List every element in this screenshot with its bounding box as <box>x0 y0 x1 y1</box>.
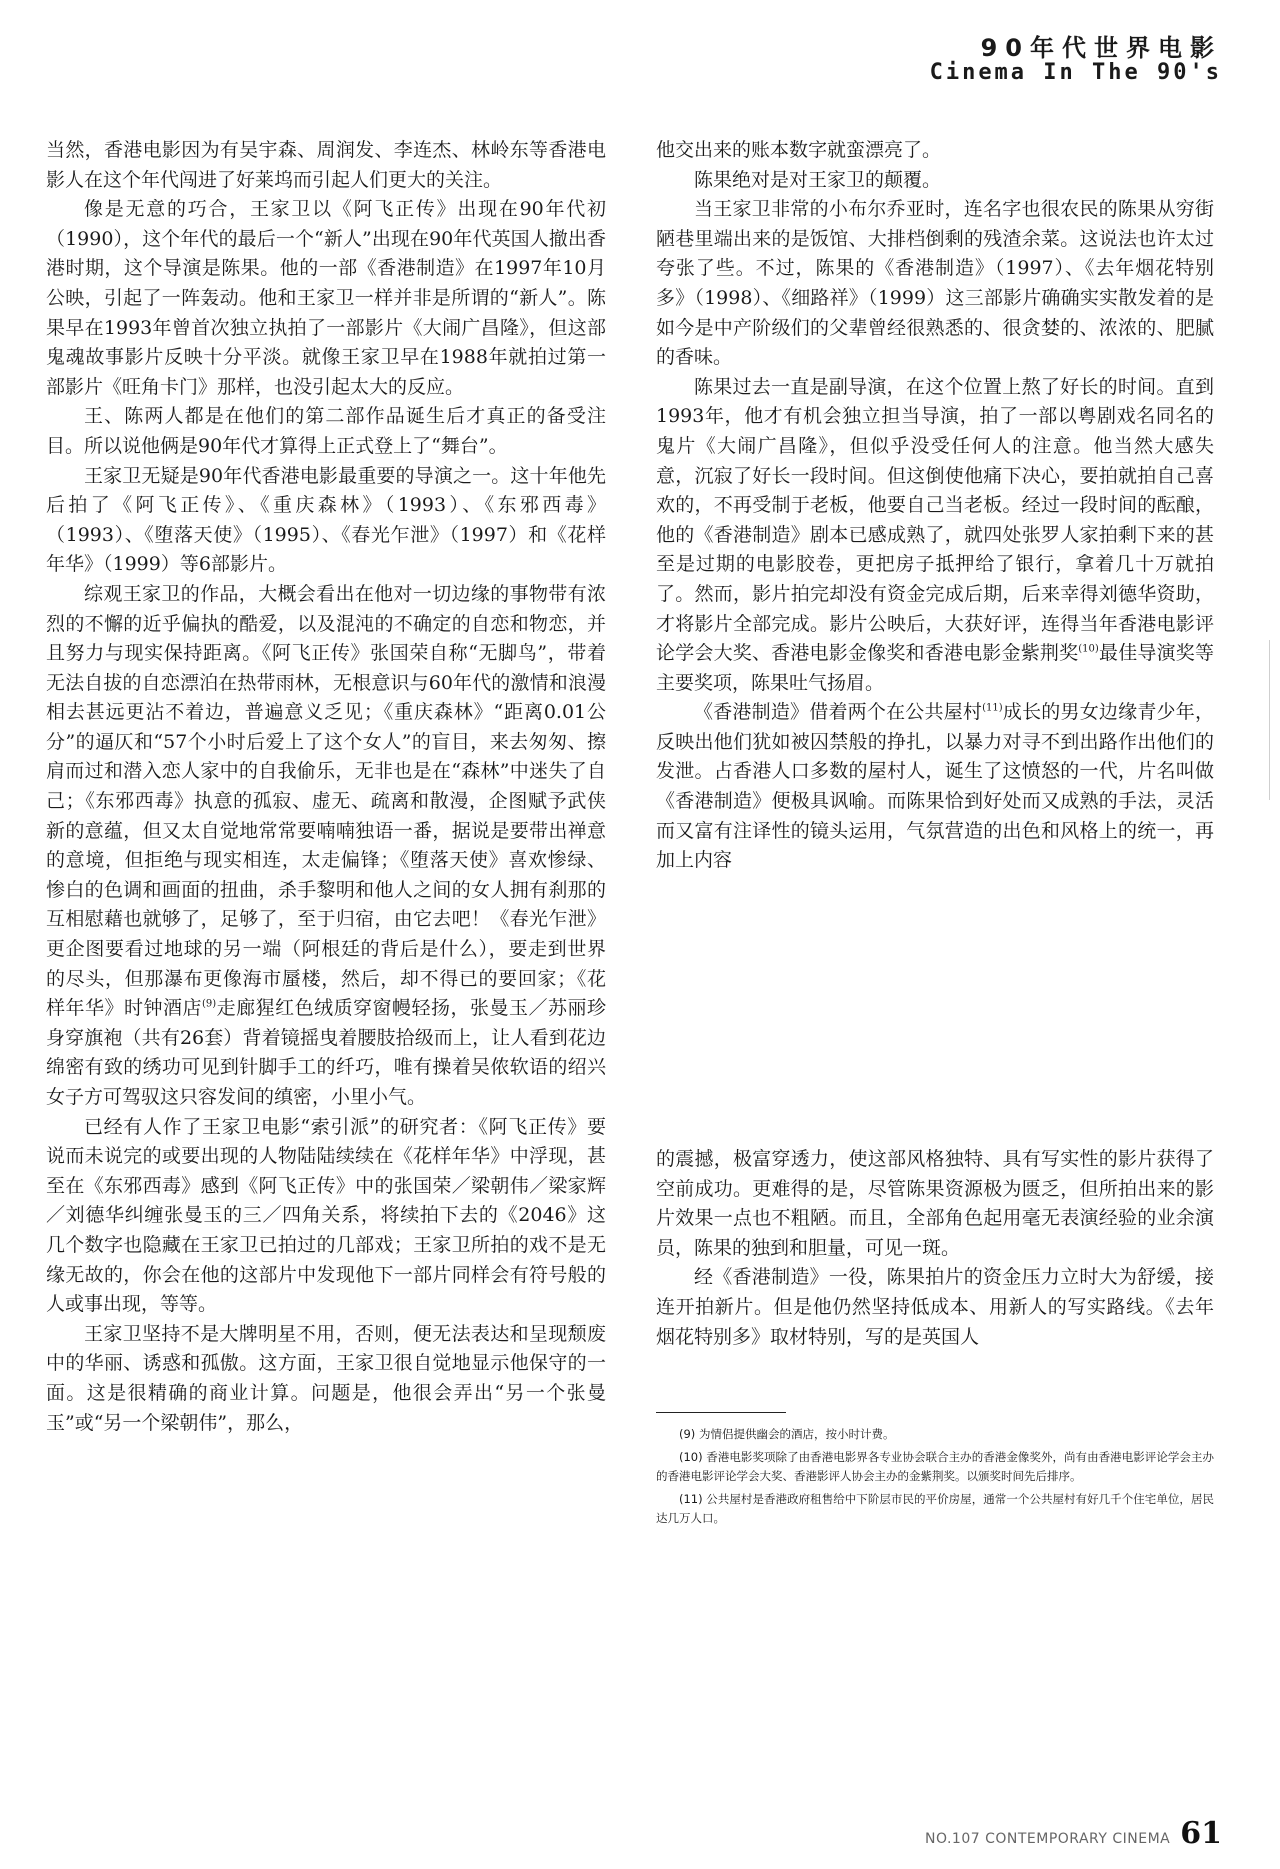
page-footer <box>925 1816 1222 1851</box>
paragraph-text: 陈果过去一直是副导演，在这个位置上熬了好长的时间。直到1993年，他才有机会独立担当导演，拍了一部以粤剧戏名同名的鬼片《大闹广昌隆》，但似乎没受任何人的注意。他当然大感失意，沉寂了好长一段时间。但这倒使他痛下决心，要拍就拍自己喜欢的，不再受制于老板，他要自己当老板。经过一段时间的酝酿，他的《香港制造》剧本已感成熟了，就四处张罗人家拍剩下来的甚至是过期的电影胶卷，更把房子抵押给了银行，拿着几十万就拍了。然而，影片拍完却没有资金完成后期，后来幸得刘德华资助，才将影片全部完成。影片公映后，大获好评，连得当年香港电影评论学会大奖、香港电影金像奖和香港电影金紫荆奖 <box>656 375 1214 665</box>
footnote: (10) 香港电影奖项除了由香港电影界各专业协会联合主办的香港金像奖外，尚有由香港电影评论学会主办的香港电影评论学会大奖、香港影评人协会主办的金紫荆奖。以颁奖时间先后排序。 <box>656 1450 1214 1483</box>
paragraph: 经《香港制造》一役，陈果拍片的资金压力立时大为舒缓，接连开拍新片。但是他仍然坚持低成本、用新人的写实路线。《去年烟花特别多》取材特别，写的是英国人 <box>656 1266 1214 1348</box>
paragraph: 像是无意的巧合，王家卫以《阿飞正传》出现在90年代初（1990），这个年代的最后一个“新人”出现在90年代英国人撤出香港时期，这个导演是陈果。他的一部《香港制造》在1997年10月公映，引起了一阵轰动。他和王家卫一样并非是所谓的“新人”。陈果早在1993年曾首次独立执拍了一部影片《大闹广昌隆》，但这部鬼魂故事影片反映十分平淡。就像王家卫早在1988年就拍过第一部影片《旺角卡门》那样，也没引起太大的反应。 <box>46 198 606 398</box>
running-header <box>930 36 1222 84</box>
paragraph: 的震撼，极富穿透力，使这部风格独特、具有写实性的影片获得了空前成功。更难得的是，尽管陈果资源极为匮乏，但所拍出来的影片效果一点也不粗陋。而且，全部角色起用毫无表演经验的业余演员，陈果的独到和胆量，可见一斑。 <box>656 1148 1214 1259</box>
header-title-cn: 90年代世界电影 <box>980 34 1222 62</box>
footnote: (9) 为情侣提供幽会的酒店，按小时计费。 <box>679 1427 895 1441</box>
footnote-rule <box>656 1412 786 1413</box>
paragraph-text: 最佳导演奖等主要奖项，陈果吐气扬眉。 <box>656 642 1214 694</box>
paragraph <box>46 580 606 1113</box>
paragraph <box>656 373 1214 699</box>
paragraph: 王家卫坚持不是大牌明星不用，否则，便无法表达和呈现颓废中的华丽、诱惑和孤傲。这方面，王家卫很自觉地显示他保守的一面。这是很精确的商业计算。问题是，他很会弄出“另一个张曼玉”或“另一个梁朝伟”，那么， <box>46 1322 606 1434</box>
paragraph: 当王家卫非常的小布尔乔亚时，连名字也很农民的陈果从穷街陋巷里端出来的是饭馆、大排档倒剩的残渣余菜。这说法也许太过夸张了些。不过，陈果的《香港制造》（1997）、《去年烟花特别多》（1998）、《细路祥》（1999）这三部影片确确实实散发着的是如今是中产阶级们的父辈曾经很熟悉的、很贪婪的、浓浓的、肥腻的香味。 <box>656 198 1214 369</box>
left-column <box>46 136 606 1438</box>
right-column-top <box>656 136 1214 876</box>
right-column-bottom <box>656 1145 1214 1352</box>
paragraph: 已经有人作了王家卫电影“索引派”的研究者：《阿飞正传》要说而未说完的或要出现的人物陆陆续续在《花样年华》中浮现，甚至在《东邪西毒》感到《阿飞正传》中的张国荣／梁朝伟／梁家辉／刘德华纠缠张曼玉的三／四角关系，将续拍下去的《2046》这几个数字也隐藏在王家卫已拍过的几部戏；王家卫所拍的戏不是无缘无故的，你会在他的这部片中发现他下一部片同样会有符号般的人或事出现，等等。 <box>46 1115 606 1316</box>
paragraph: 王、陈两人都是在他们的第二部作品诞生后才真正的备受注目。所以说他俩是90年代才算得上正式登上了“舞台”。 <box>46 405 606 457</box>
header-title-en: Cinema In The 90's <box>929 60 1222 86</box>
paragraph: 他交出来的账本数字就蛮漂亮了。 <box>656 139 942 161</box>
footnote-marker: (9) <box>201 998 217 1010</box>
scan-artifact-line <box>1269 640 1270 800</box>
issue-label: NO.107 CONTEMPORARY CINEMA <box>925 1831 1171 1847</box>
footnote: (11) 公共屋村是香港政府租售给中下阶层市民的平价房屋，通常一个公共屋村有好几千个住宅单位，居民达几万人口。 <box>656 1492 1214 1525</box>
paragraph-text: 综观王家卫的作品，大概会看出在他对一切边缘的事物带有浓烈的不懈的近乎偏执的酷爱，以及混沌的不确定的自恋和物恋，并且努力与现实保持距离。《阿飞正传》张国荣自称“无脚鸟”，带着无法自拔的自恋漂泊在热带雨林，无根意识与60年代的激情和浪漫相去甚远更沾不着边，普遍意义乏见；《重庆森林》“距离0.01公分”的逼仄和“57个小时后爱上了这个女人”的盲目，来去匆匆、擦肩而过和潜入恋人家中的自我偷乐，无非也是在“森林”中迷失了自己；《东邪西毒》执意的孤寂、虚无、疏离和散漫，企图赋予武侠新的意蕴，但又太自觉地常常要喃喃独语一番，据说是要带出禅意的意境，但拒绝与现实相连，太走偏锋；《堕落天使》喜欢惨绿、惨白的色调和画面的扭曲，杀手黎明和他人之间的女人拥有刹那的互相慰藉也就够了，足够了，至于归宿，由它去吧！《春光乍泄》更企图要看过地球的另一端（阿根廷的背后是什么），要走到世界的尽头，但那瀑布更像海市蜃楼，然后，却不得已的要回家；《花样年华》时钟酒店 <box>46 582 606 1020</box>
paragraph: 王家卫无疑是90年代香港电影最重要的导演之一。这十年他先后拍了《阿飞正传》、《重庆森林》（1993）、《东邪西毒》（1993）、《堕落天使》（1995）、《春光乍泄》（1997）和《花样年华》（1999）等6部影片。 <box>46 464 606 576</box>
paragraph: 当然，香港电影因为有吴宇森、周润发、李连杰、林岭东等香港电影人在这个年代闯进了好莱坞而引起人们更大的关注。 <box>46 139 606 191</box>
footnote-marker: (10) <box>1078 643 1099 655</box>
paragraph: 陈果绝对是对王家卫的颠覆。 <box>694 168 942 191</box>
paragraph-text: 《香港制造》借着两个在公共屋村 <box>694 701 983 724</box>
paragraph <box>656 698 1214 876</box>
paragraph-text: 成长的男女边缘青少年，反映出他们犹如被囚禁般的挣扎，以暴力对寻不到出路作出他们的发泄。占香港人口多数的屋村人，诞生了这愤怒的一代，片名叫做《香港制造》便极具讽喻。而陈果恰到好处而又成熟的手法，灵活而又富有注译性的镜头运用，气氛营造的出色和风格上的统一，再加上内容 <box>656 701 1214 872</box>
paragraph-text: 走廊猩红色绒质穿窗幔轻扬，张曼玉／苏丽珍身穿旗袍（共有26套）背着镜摇曳着腰肢拾级而上，让人看到花边绵密有致的绣功可见到针脚手工的纤巧，唯有操着吴侬软语的绍兴女子方可驾驭这只容发间的缜密，小里小气。 <box>46 997 606 1108</box>
footnote-marker: (11) <box>982 702 1003 714</box>
footnotes <box>656 1425 1214 1532</box>
page-number: 61 <box>1180 1816 1222 1851</box>
